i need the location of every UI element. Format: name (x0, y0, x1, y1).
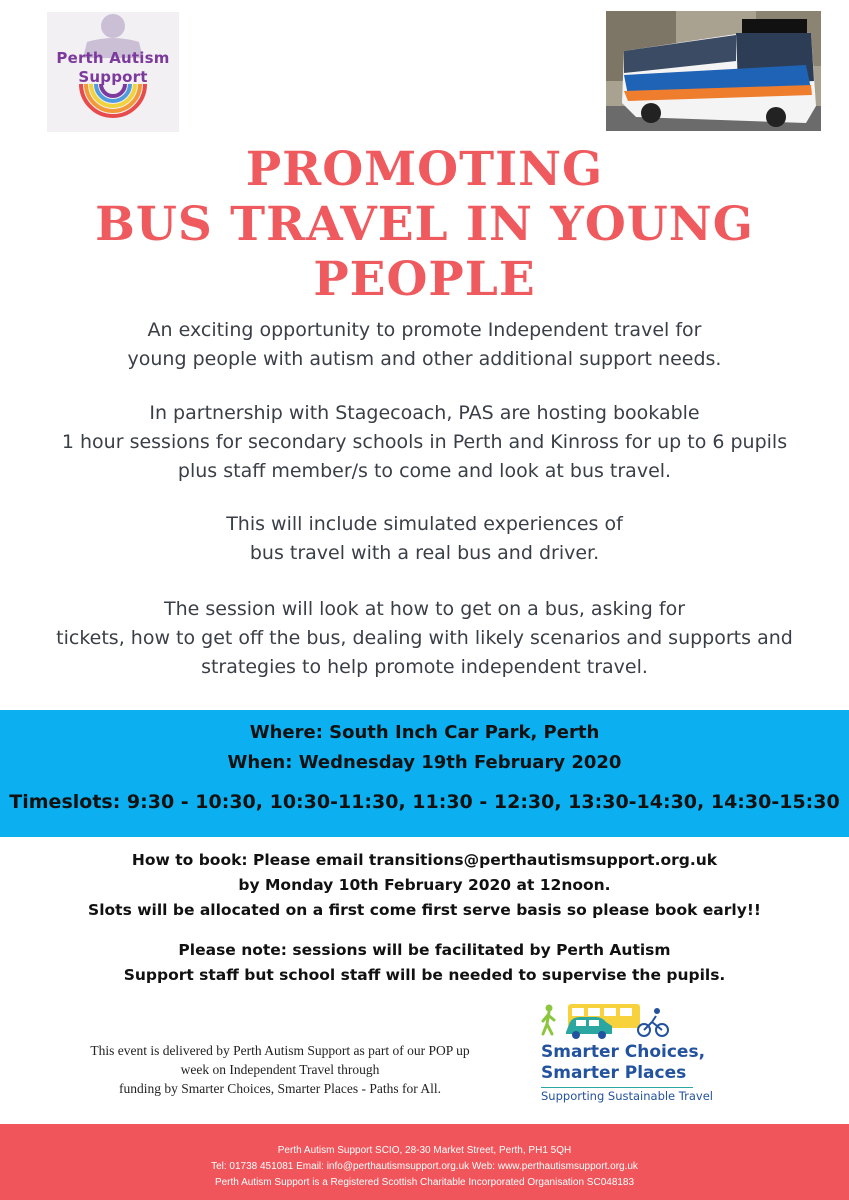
booking-line: by Monday 10th February 2020 at 12noon. (238, 876, 611, 894)
title-line3: PEOPLE (313, 252, 536, 307)
scsp-divider (541, 1087, 693, 1088)
page-title (0, 142, 849, 307)
event-timeslots: Timeslots: 9:30 - 10:30, 10:30-11:30, 11:30 - 12:30, 13:30-14:30, 14:30-15:30 (9, 791, 840, 813)
intro-paragraph-2 (0, 399, 849, 486)
footer-address: Perth Autism Support SCIO, 28-30 Market Street, Perth, PH1 5QH (277, 1145, 572, 1156)
walker-icon (543, 1005, 554, 1035)
intro-line: An exciting opportunity to promote Independent travel for (147, 319, 702, 341)
event-where: Where: South Inch Car Park, Perth (249, 722, 600, 743)
scsp-tagline: Supporting Sustainable Travel (541, 1089, 713, 1103)
intro-line: young people with autism and other additional support needs. (127, 348, 722, 370)
title-line2: BUS TRAVEL IN YOUNG (95, 197, 754, 252)
intro-paragraph-4 (0, 595, 849, 682)
intro-paragraph-1 (0, 316, 849, 374)
scsp-line1: Smarter Choices, (541, 1042, 706, 1062)
event-when: When: Wednesday 19th February 2020 (227, 752, 622, 773)
footer-registration: Perth Autism Support is a Registered Scottish Charitable Incorporated Organisation SC048183 (214, 1177, 635, 1188)
booking-line: How to book: Please email transitions@perthautismsupport.org.uk (131, 851, 718, 869)
booking-line: Slots will be allocated on a first come first serve basis so please book early!! (88, 901, 761, 919)
booking-note (0, 938, 849, 988)
logo-text-line2: Support (78, 68, 148, 86)
intro-line: The session will look at how to get on a bus, asking for (163, 598, 686, 620)
funding-note (60, 1041, 500, 1098)
intro-line: This will include simulated experiences of (226, 513, 623, 535)
cyclist-icon (638, 1008, 668, 1036)
scsp-line2: Smarter Places (541, 1063, 687, 1083)
smarter-choices-logo (538, 1002, 713, 1107)
event-details-band (0, 710, 849, 837)
note-line: Please note: sessions will be facilitated by Perth Autism (178, 941, 671, 959)
intro-line: plus staff member/s to come and look at bus travel. (177, 460, 672, 482)
pas-logo (47, 12, 179, 132)
title-line1: PROMOTING (245, 142, 604, 197)
intro-line: strategies to help promote independent travel. (201, 656, 648, 678)
footer-band (0, 1124, 849, 1200)
logo-text-line1: Perth Autism (56, 49, 170, 67)
rainbow-smile-icon (81, 84, 145, 116)
funding-line: funding by Smarter Choices, Smarter Places - Paths for All. (118, 1081, 442, 1096)
intro-line: 1 hour sessions for secondary schools in Perth and Kinross for up to 6 pupils (61, 431, 788, 453)
footer-contact: Tel: 01738 451081 Email: info@perthautismsupport.org.uk Web: www.perthautismsupport.org.uk (211, 1161, 638, 1172)
booking-instructions (0, 848, 849, 923)
intro-line: tickets, how to get off the bus, dealing with likely scenarios and supports and (56, 627, 793, 649)
funding-line: week on Independent Travel through (180, 1062, 380, 1077)
intro-paragraph-3 (0, 510, 849, 568)
intro-line: In partnership with Stagecoach, PAS are hosting bookable (149, 402, 700, 424)
funding-line: This event is delivered by Perth Autism Support as part of our POP up (90, 1043, 470, 1058)
bus-photo-image (606, 11, 821, 131)
intro-line: bus travel with a real bus and driver. (249, 542, 600, 564)
note-line: Support staff but school staff will be needed to supervise the pupils. (123, 966, 726, 984)
